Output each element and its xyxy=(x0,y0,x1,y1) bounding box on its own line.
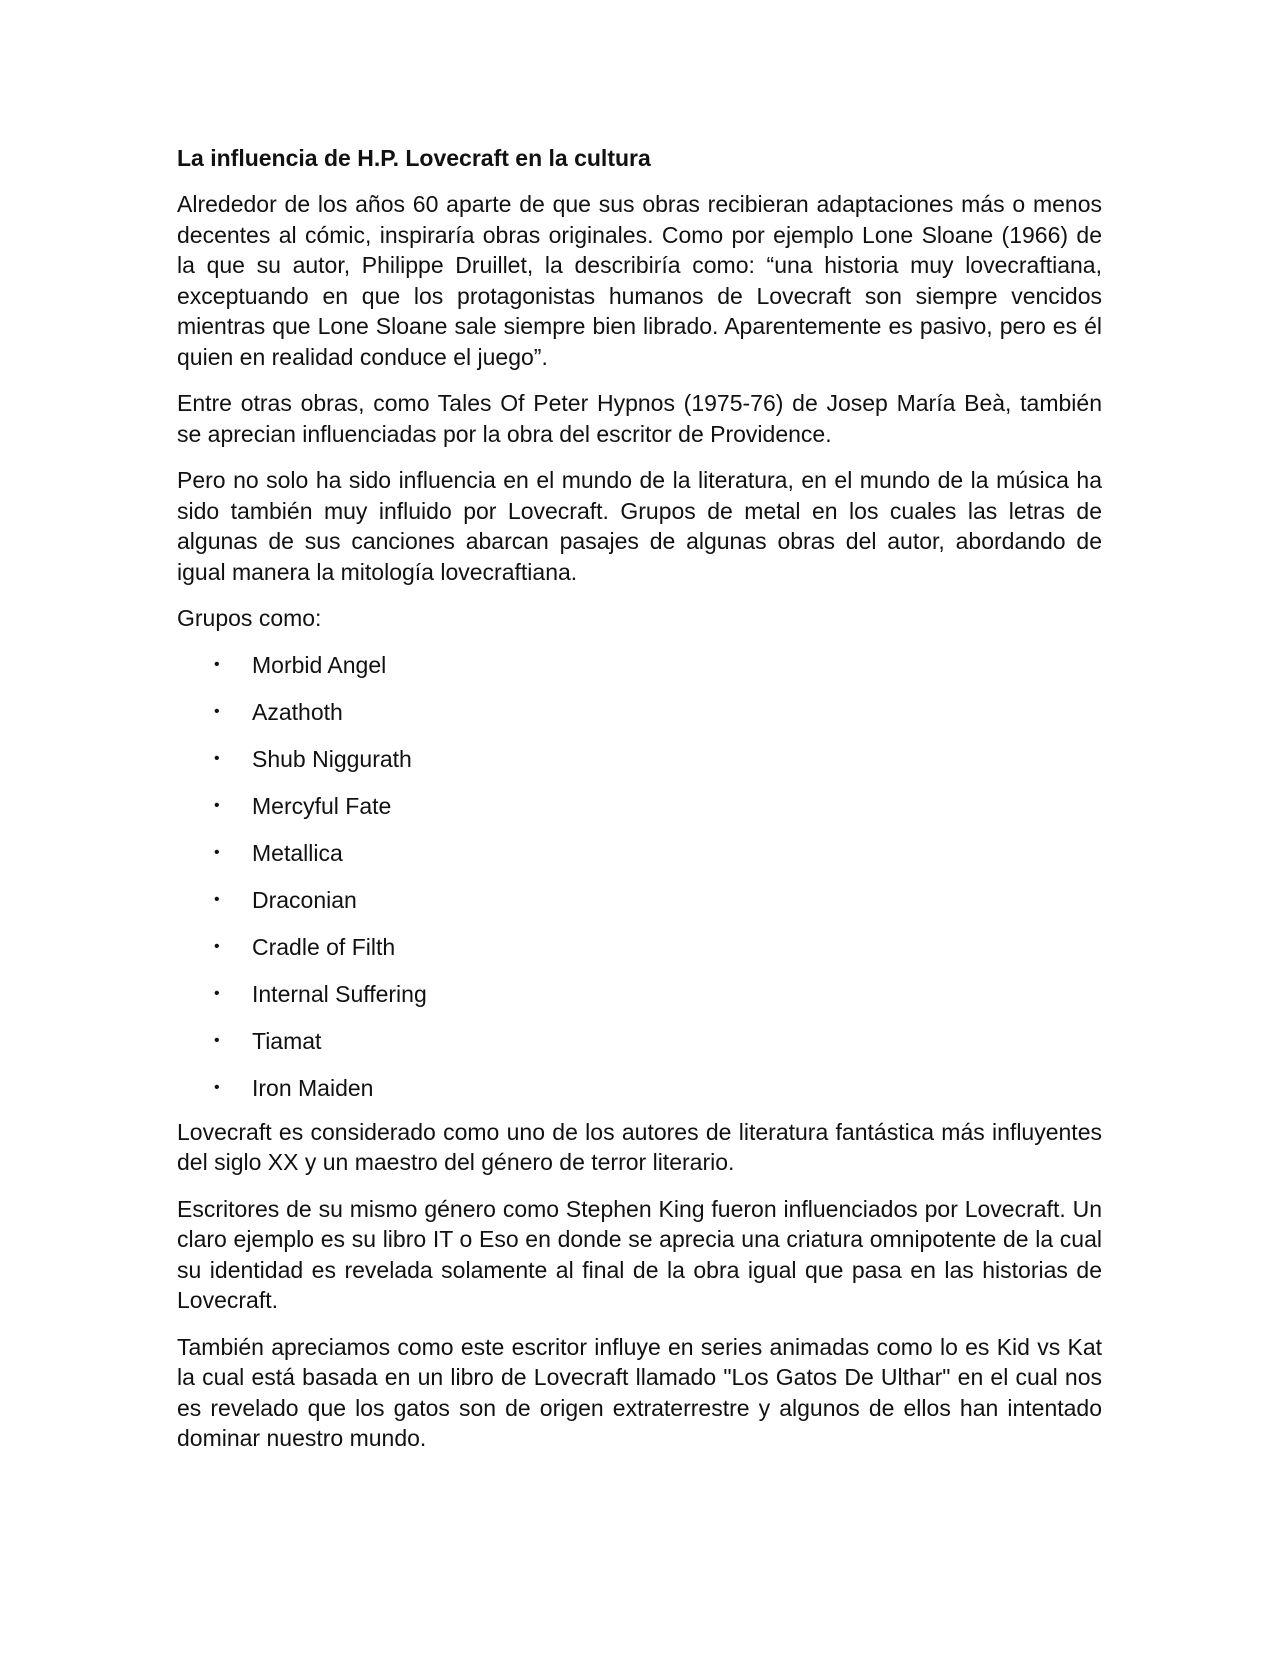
list-item xyxy=(177,932,1102,979)
bullet-icon: • xyxy=(214,749,220,767)
list-item xyxy=(177,1073,1102,1103)
band-name: Tiamat xyxy=(252,1027,322,1054)
list-item xyxy=(177,979,1102,1026)
bullet-icon: • xyxy=(214,1078,220,1096)
document-title: La influencia de H.P. Lovecraft en la cultura xyxy=(177,145,651,171)
bullet-icon: • xyxy=(214,937,220,955)
band-name: Shub Niggurath xyxy=(252,745,412,772)
bullet-icon: • xyxy=(214,1031,220,1049)
band-name: Azathoth xyxy=(252,698,343,725)
list-item xyxy=(177,1026,1102,1073)
bullet-icon: • xyxy=(214,702,220,720)
paragraph-druillet: Alrededor de los años 60 aparte de que sus obras recibieran adaptaciones más o menos decentes al cómic, inspiraría obras originales. Como por ejemplo Lone Sloane (1966) de la que su autor, Philippe Druillet, la describiría como: “una historia muy lovecraftiana, exceptuando en que los protagonistas humanos de Lovecraft son siempre vencidos mientras que Lone Sloane sale siempre bien librado. Aparentemente es pasivo, pero es él quien en realidad conduce el juego”. xyxy=(177,191,1102,370)
list-item xyxy=(177,650,1102,697)
bullet-icon: • xyxy=(214,890,220,908)
paragraph-influence: Lovecraft es considerado como uno de los autores de literatura fantástica más influyentes del siglo XX y un maestro del género de terror literario. xyxy=(177,1118,1102,1175)
bullet-icon: • xyxy=(214,843,220,861)
list-item xyxy=(177,838,1102,885)
band-name: Draconian xyxy=(252,886,357,913)
bullet-icon: • xyxy=(214,984,220,1002)
band-list xyxy=(177,650,1102,1103)
band-name: Mercyful Fate xyxy=(252,792,392,819)
paragraph-kid-vs-kat: También apreciamos como este escritor influye en series animadas como lo es Kid vs Kat la cual está basada en un libro de Lovecraft llamado "Los Gatos De Ulthar" en el cual nos es revelado que los gatos son de origen extraterrestre y algunos de ellos han intentado dominar nuestro mundo. xyxy=(177,1333,1102,1451)
document-page xyxy=(177,143,1102,1470)
list-item xyxy=(177,697,1102,744)
paragraph-stephen-king: Escritores de su mismo género como Stephen King fueron influenciados por Lovecraft. Un claro ejemplo es su libro IT o Eso en donde se aprecia una criatura omnipotente de la cual su identidad es revelada solamente al final de la obra igual que pasa en las historias de Lovecraft. xyxy=(177,1195,1102,1313)
band-name: Internal Suffering xyxy=(252,980,427,1007)
bullet-icon: • xyxy=(214,655,220,673)
list-item xyxy=(177,744,1102,791)
band-name: Iron Maiden xyxy=(252,1074,374,1101)
list-item xyxy=(177,885,1102,932)
paragraph-hypnos: Entre otras obras, como Tales Of Peter Hypnos (1975-76) de Josep María Beà, también se aprecian influenciadas por la obra del escritor de Providence. xyxy=(177,390,1102,447)
list-intro: Grupos como: xyxy=(177,605,322,631)
paragraph-music: Pero no solo ha sido influencia en el mundo de la literatura, en el mundo de la música ha sido también muy influido por Lovecraft. Grupos de metal en los cuales las letras de algunas de sus canciones abarcan pasajes de algunas obras del autor, abordando de igual manera la mitología lovecraftiana. xyxy=(177,467,1102,585)
band-name: Metallica xyxy=(252,839,343,866)
band-name: Cradle of Filth xyxy=(252,933,396,960)
bullet-icon: • xyxy=(214,796,220,814)
list-item xyxy=(177,791,1102,838)
band-name: Morbid Angel xyxy=(252,651,387,678)
